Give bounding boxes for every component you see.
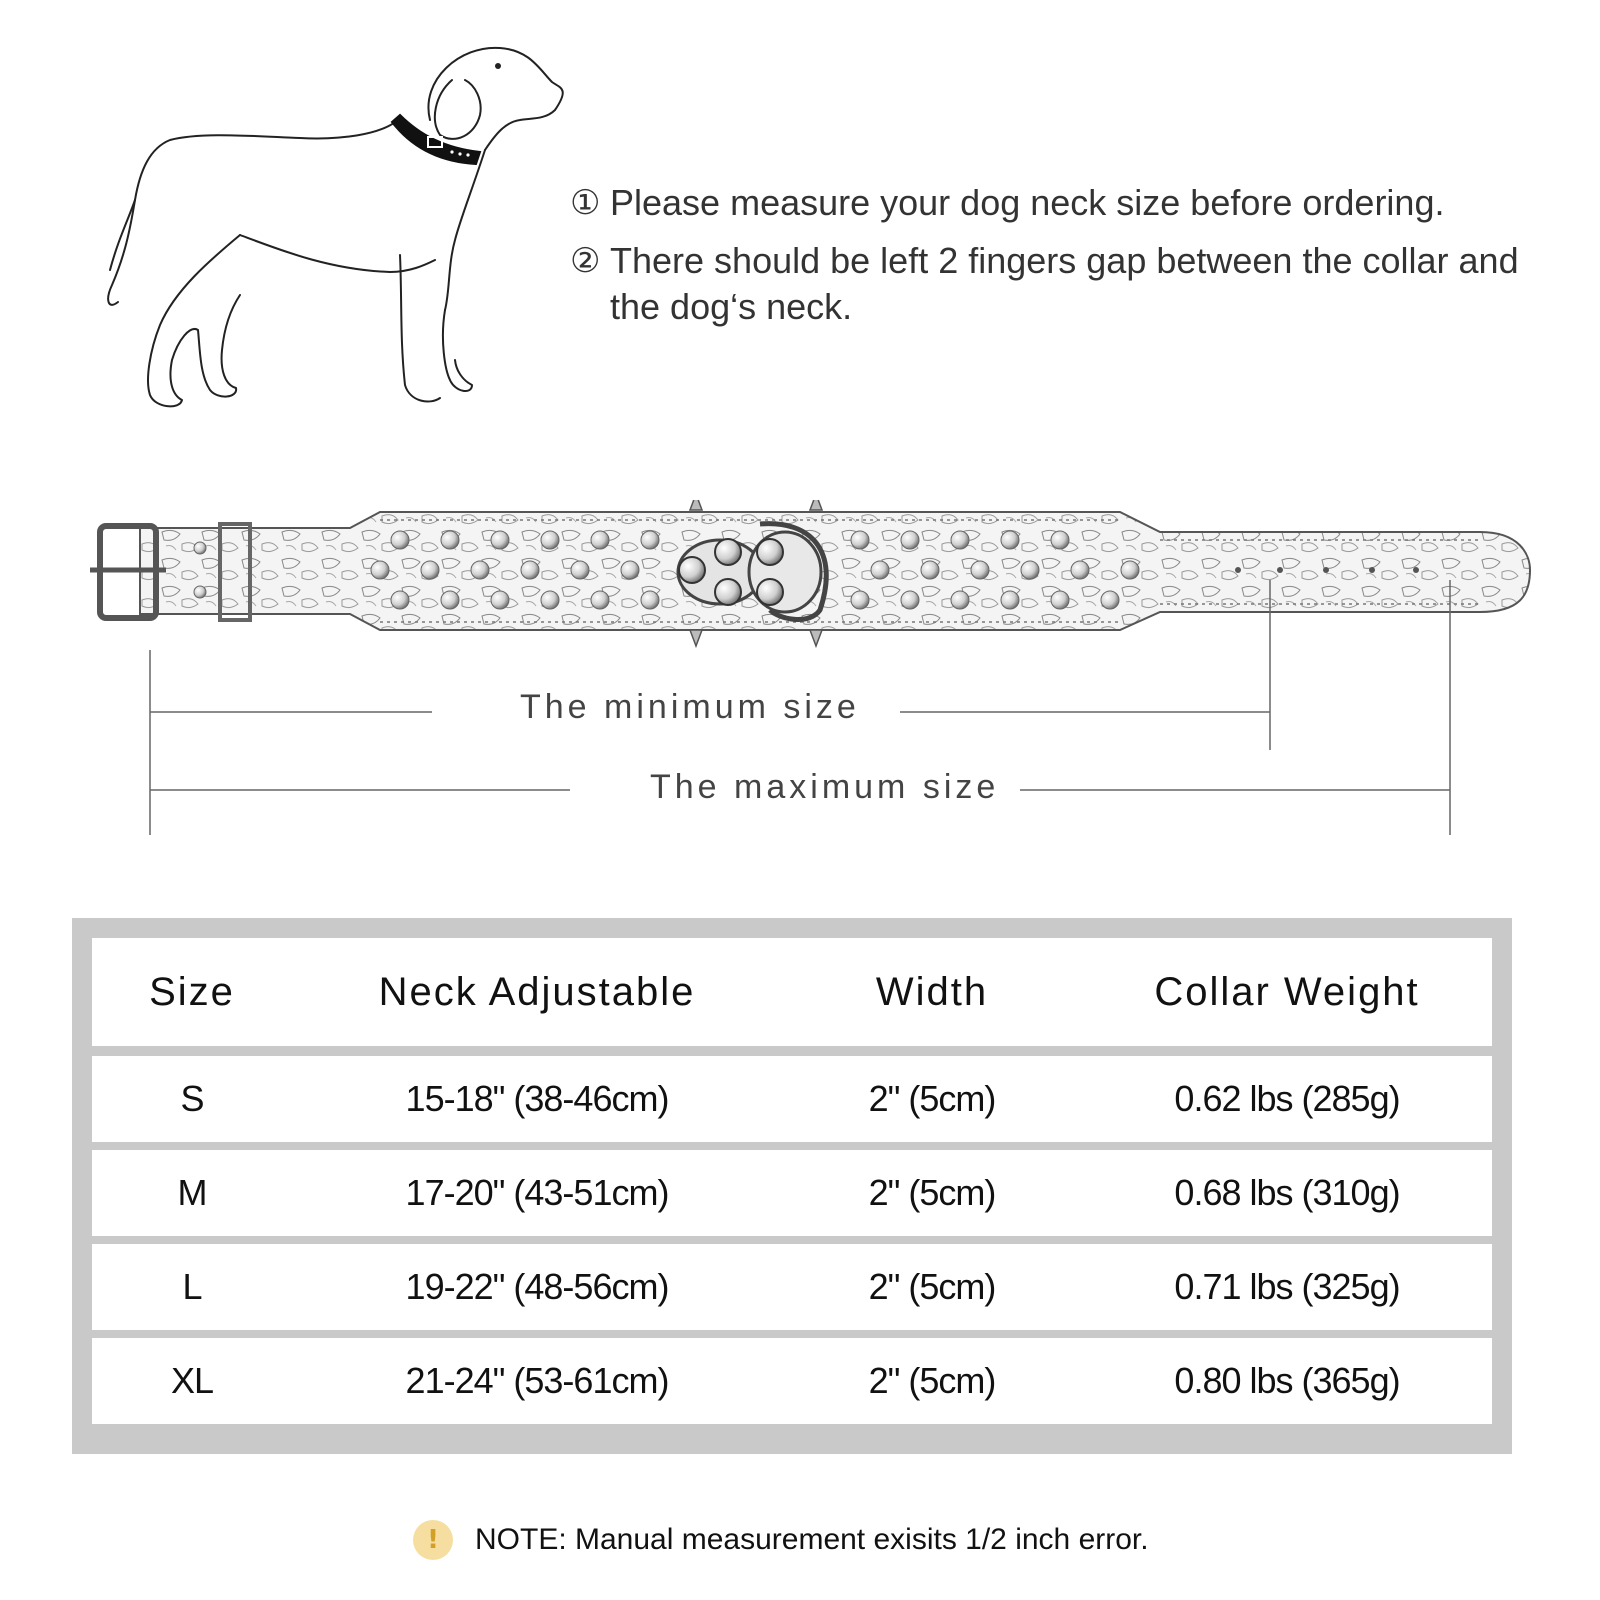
note-text: NOTE: Manual measurement exisits 1/2 inch error. bbox=[475, 1523, 1149, 1556]
cell-neck: 15-18" (38-46cm) bbox=[405, 1078, 669, 1119]
instruction-number: ② bbox=[570, 241, 601, 281]
table-row bbox=[92, 1150, 1492, 1236]
cell-size: XL bbox=[170, 1360, 214, 1401]
cell-neck: 21-24" (53-61cm) bbox=[405, 1360, 669, 1401]
header-size: Size bbox=[149, 969, 235, 1014]
cell-width: 2" (5cm) bbox=[868, 1266, 996, 1307]
dog-illustration bbox=[100, 40, 580, 430]
table-header bbox=[92, 938, 1492, 1046]
cell-neck: 17-20" (43-51cm) bbox=[405, 1172, 669, 1213]
instruction-item bbox=[570, 180, 1530, 226]
table-row bbox=[92, 1056, 1492, 1142]
cell-neck: 19-22" (48-56cm) bbox=[405, 1266, 669, 1307]
spiked-collar-image bbox=[80, 500, 1570, 660]
minimum-size-label: The minimum size bbox=[520, 688, 860, 726]
header-width: Width bbox=[875, 969, 989, 1014]
cell-weight: 0.71 lbs (325g) bbox=[1174, 1266, 1400, 1307]
measurement-note bbox=[413, 1520, 1149, 1560]
cell-size: S bbox=[180, 1078, 204, 1119]
table-row bbox=[92, 1244, 1492, 1330]
cell-weight: 0.68 lbs (310g) bbox=[1174, 1172, 1400, 1213]
cell-size: L bbox=[182, 1266, 202, 1307]
header-collar-weight: Collar Weight bbox=[1154, 969, 1420, 1014]
instruction-text: There should be left 2 fingers gap between the collar and the dog‘s neck. bbox=[610, 240, 1519, 327]
instructions bbox=[570, 180, 1530, 342]
cell-width: 2" (5cm) bbox=[868, 1172, 996, 1213]
cell-weight: 0.62 lbs (285g) bbox=[1174, 1078, 1400, 1119]
instruction-text: Please measure your dog neck size before ordering. bbox=[610, 182, 1445, 223]
exclamation-icon: ! bbox=[413, 1520, 453, 1560]
cell-weight: 0.80 lbs (365g) bbox=[1174, 1360, 1400, 1401]
table-row bbox=[92, 1338, 1492, 1424]
cell-size: M bbox=[177, 1172, 207, 1213]
maximum-size-label: The maximum size bbox=[650, 768, 1000, 806]
instruction-item bbox=[570, 238, 1530, 330]
instruction-number: ① bbox=[570, 183, 601, 223]
cell-width: 2" (5cm) bbox=[868, 1360, 996, 1401]
cell-width: 2" (5cm) bbox=[868, 1078, 996, 1119]
size-table bbox=[72, 918, 1512, 1454]
header-neck-adjustable: Neck Adjustable bbox=[378, 969, 696, 1014]
